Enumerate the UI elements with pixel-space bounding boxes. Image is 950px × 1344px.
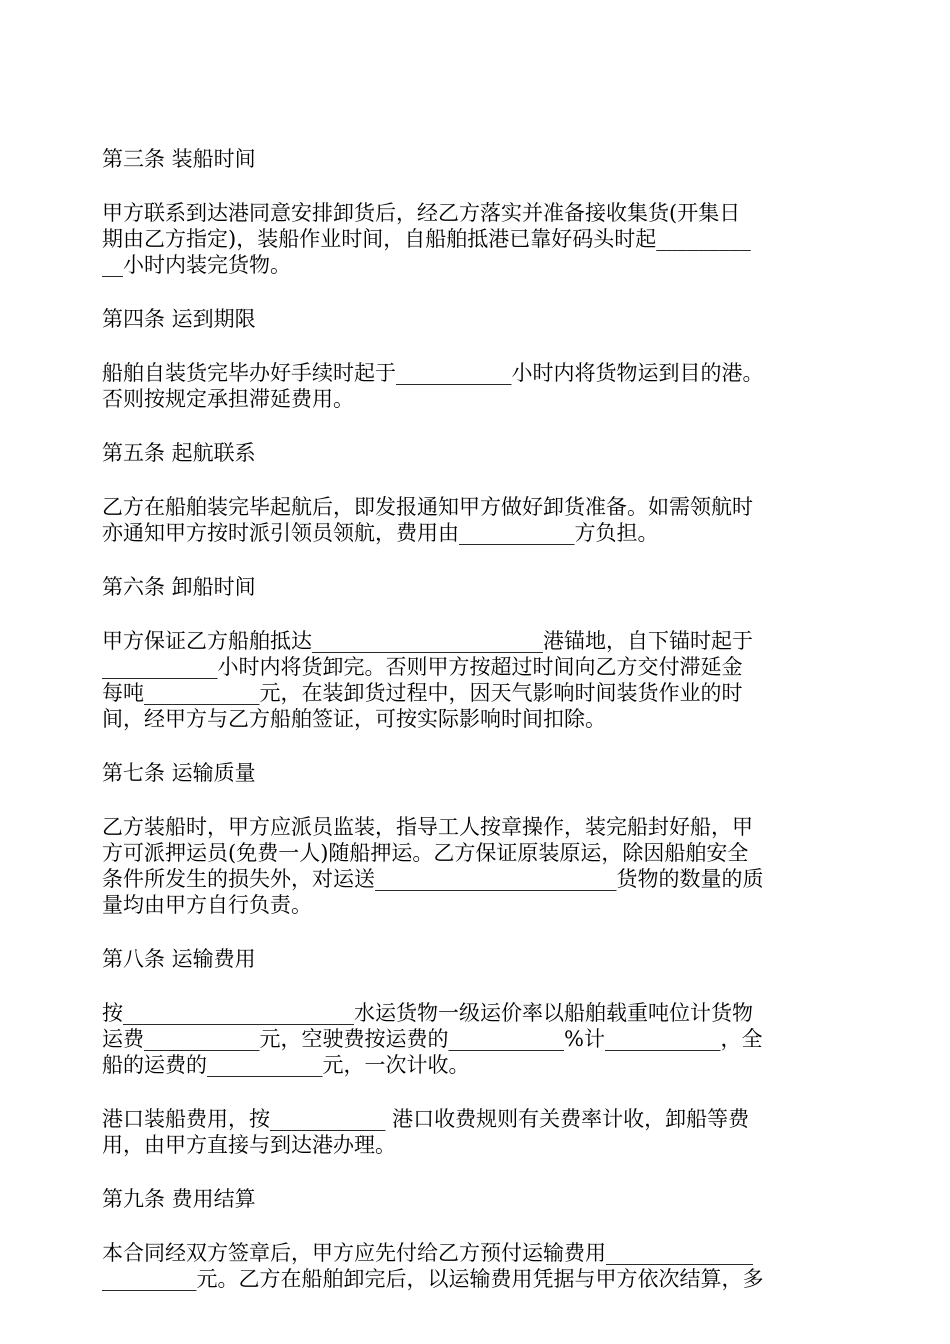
article-9-heading: 第九条 费用结算 bbox=[102, 1187, 256, 1211]
article-9-paragraph bbox=[102, 1240, 862, 1292]
text-line: 用，由甲方直接与到达港办理。 bbox=[102, 1133, 396, 1157]
article-8-paragraph-2 bbox=[102, 1106, 862, 1158]
article-4-heading: 第四条 运到期限 bbox=[102, 307, 256, 331]
article-7 bbox=[102, 760, 862, 918]
text-line: 间，经甲方与乙方船舶签证，可按实际影响时间扣除。 bbox=[102, 707, 606, 731]
article-3-heading: 第三条 装船时间 bbox=[102, 147, 256, 171]
text-line: _________元。乙方在船舶卸完后，以运输费用凭据与甲方依次结算，多 bbox=[102, 1267, 764, 1291]
article-8-heading: 第八条 运输费用 bbox=[102, 947, 256, 971]
text-line: 每吨___________元，在装卸货过程中，因天气影响时间装货作业的时 bbox=[102, 681, 743, 705]
text-line: 否则按规定承担滞延费用。 bbox=[102, 387, 354, 411]
article-7-heading: 第七条 运输质量 bbox=[102, 761, 256, 785]
text-line: 船舶自装货完毕办好手续时起于___________小时内将货物运到目的港。 bbox=[102, 361, 764, 385]
article-8 bbox=[102, 946, 862, 1158]
text-line: 方可派押运员(免费一人)随船押运。乙方保证原装原运，除因船舶安全 bbox=[102, 841, 749, 865]
article-5 bbox=[102, 440, 862, 546]
text-line: 期由乙方指定)，装船作业时间，自船舶抵港已靠好码头时起_________ bbox=[102, 227, 751, 251]
text-line: 乙方在船舶装完毕起航后，即发报通知甲方做好卸货准备。如需领航时 bbox=[102, 495, 753, 519]
text-line: 量均由甲方自行负责。 bbox=[102, 893, 312, 917]
article-8-paragraph-1 bbox=[102, 1000, 862, 1078]
text-line: 运费___________元，空驶费按运费的___________%计___________，全 bbox=[102, 1027, 763, 1051]
contract-page bbox=[102, 146, 862, 1320]
article-6 bbox=[102, 574, 862, 732]
text-line: 亦通知甲方按时派引领员领航，费用由___________方负担。 bbox=[102, 521, 659, 545]
article-5-heading: 第五条 起航联系 bbox=[102, 441, 256, 465]
text-line: 乙方装船时，甲方应派员监装，指导工人按章操作，装完船封好船，甲 bbox=[102, 815, 753, 839]
article-5-paragraph bbox=[102, 494, 862, 546]
article-3-paragraph bbox=[102, 200, 862, 278]
text-line: __小时内装完货物。 bbox=[102, 253, 291, 277]
text-line: 甲方保证乙方船舶抵达______________________港锚地，自下锚时起于 bbox=[102, 629, 753, 653]
text-line: 船的运费的___________元，一次计收。 bbox=[102, 1053, 470, 1077]
article-9 bbox=[102, 1186, 862, 1292]
text-line: ___________小时内将货卸完。否则甲方按超过时间向乙方交付滞延金 bbox=[102, 655, 743, 679]
text-line: 港口装船费用，按___________ 港口收费规则有关费率计收，卸船等费 bbox=[102, 1107, 750, 1131]
text-line: 条件所发生的损失外，对运送_______________________货物的数量的质 bbox=[102, 867, 764, 891]
text-line: 本合同经双方签章后，甲方应先付给乙方预付运输费用______________ bbox=[102, 1241, 753, 1265]
text-line: 按______________________水运货物一级运价率以船舶载重吨位计货物 bbox=[102, 1001, 753, 1025]
text-line: 甲方联系到达港同意安排卸货后，经乙方落实并准备接收集货(开集日 bbox=[102, 201, 741, 225]
article-6-heading: 第六条 卸船时间 bbox=[102, 575, 256, 599]
article-6-paragraph bbox=[102, 628, 862, 732]
article-3 bbox=[102, 146, 862, 278]
article-7-paragraph bbox=[102, 814, 862, 918]
article-4 bbox=[102, 306, 862, 412]
article-4-paragraph bbox=[102, 360, 862, 412]
